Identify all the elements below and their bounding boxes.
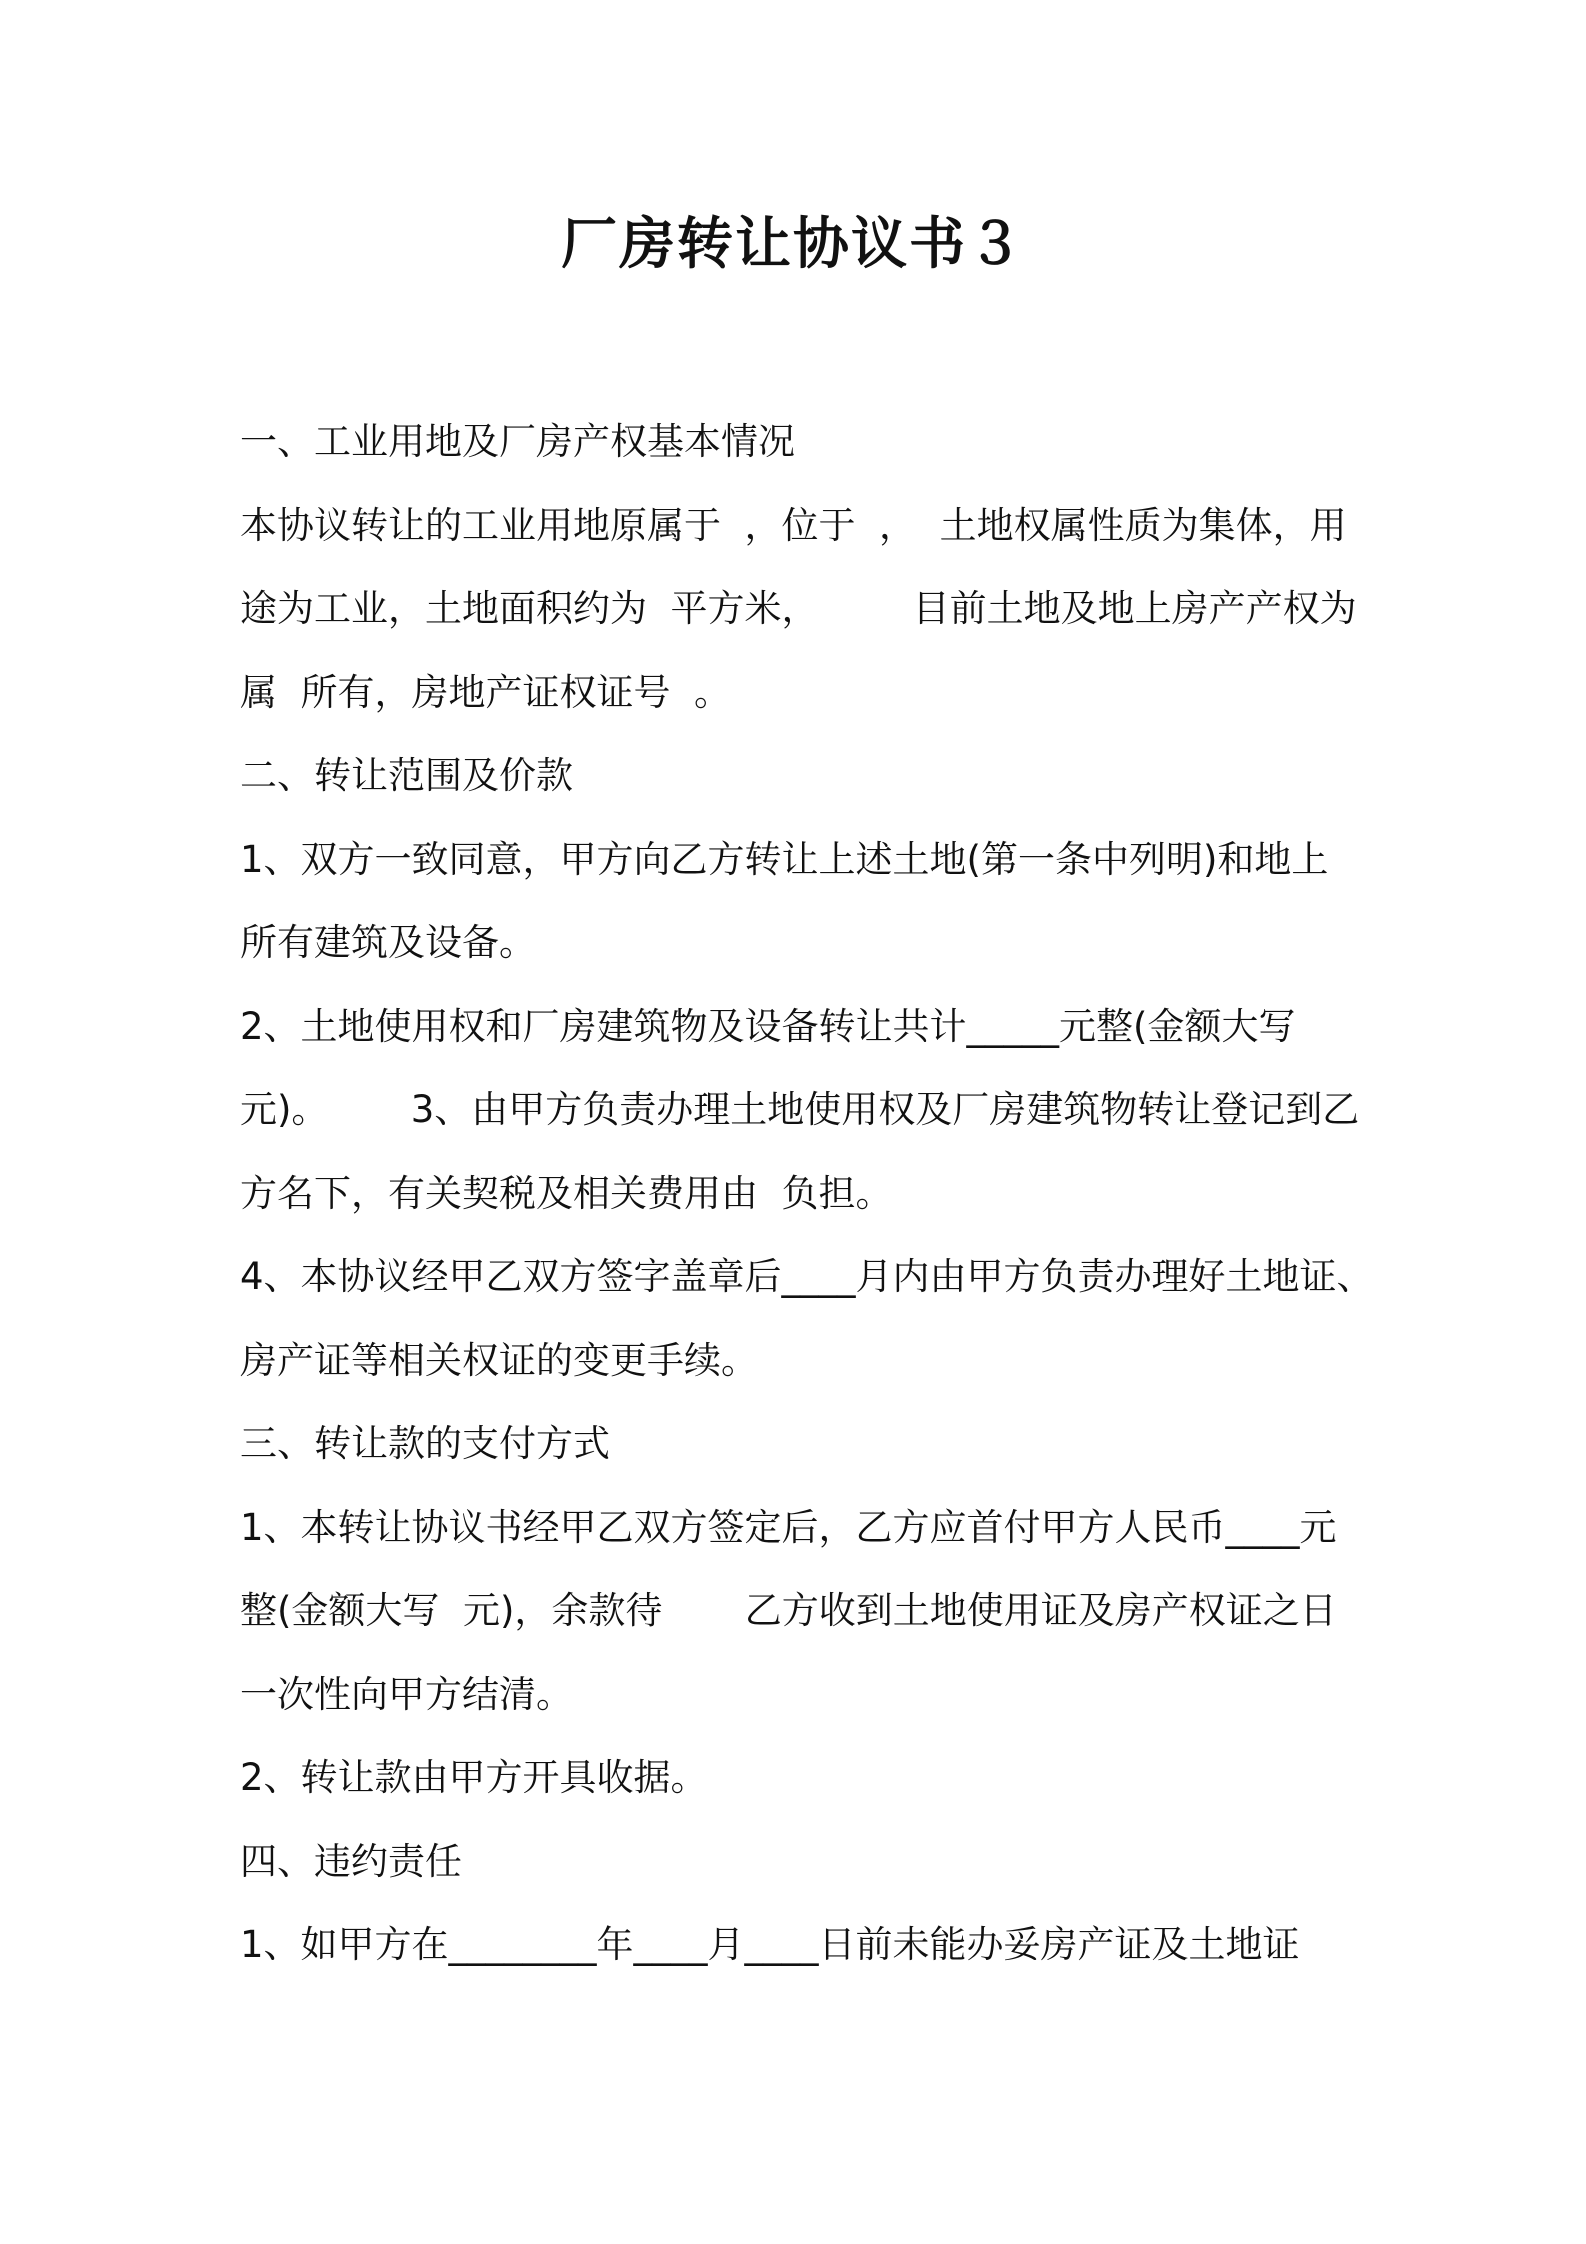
document-body: [240, 400, 1380, 1987]
paragraph-line: 本协议转让的工业用地原属于 ，位于 ， 土地权属性质为集体，用: [240, 503, 1347, 547]
paragraph-line: 1、如甲方在________年____月____日前未能办妥房产证及土地证: [240, 1923, 1300, 1966]
paragraph-line: 4、本协议经甲乙双方签字盖章后____月内由甲方负责办理好土地证、: [240, 1255, 1374, 1298]
document-title: 厂房转让协议书３: [561, 212, 1025, 277]
paragraph-line: 2、土地使用权和厂房建筑物及设备转让共计_____元整(金额大写: [240, 1004, 1296, 1048]
paragraph-line: 整(金额大写 元)，余款待 乙方收到土地使用证及房产权证之日: [240, 1589, 1337, 1632]
paragraph-line: 1、本转让协议书经甲乙双方签定后，乙方应首付甲方人民币____元: [240, 1505, 1337, 1549]
paragraph-line: 途为工业，土地面积约为 平方米， 目前土地及地上房产产权为: [240, 587, 1357, 630]
section-heading-4: 四、违约责任: [240, 1839, 462, 1883]
paragraph-line: 元)。 3、由甲方负责办理土地使用权及厂房建筑物转让登记到乙: [240, 1088, 1360, 1131]
section-heading-1: 一、工业用地及厂房产权基本情况: [240, 420, 795, 463]
paragraph-line: 方名下，有关契税及相关费用由 负担。: [240, 1171, 893, 1215]
paragraph-line: 所有建筑及设备。: [240, 921, 536, 964]
paragraph-line: 2、转让款由甲方开具收据。: [240, 1756, 708, 1799]
paragraph-line: 属 所有，房地产证权证号 。: [240, 670, 732, 714]
section-heading-3: 三、转让款的支付方式: [240, 1422, 610, 1465]
section-heading-2: 二、转让范围及价款: [240, 754, 573, 797]
paragraph-line: 一次性向甲方结清。: [240, 1672, 573, 1716]
paragraph-line: 房产证等相关权证的变更手续。: [240, 1338, 758, 1382]
paragraph-line: 1、双方一致同意，甲方向乙方转让上述土地(第一条中列明)和地上: [240, 837, 1329, 881]
